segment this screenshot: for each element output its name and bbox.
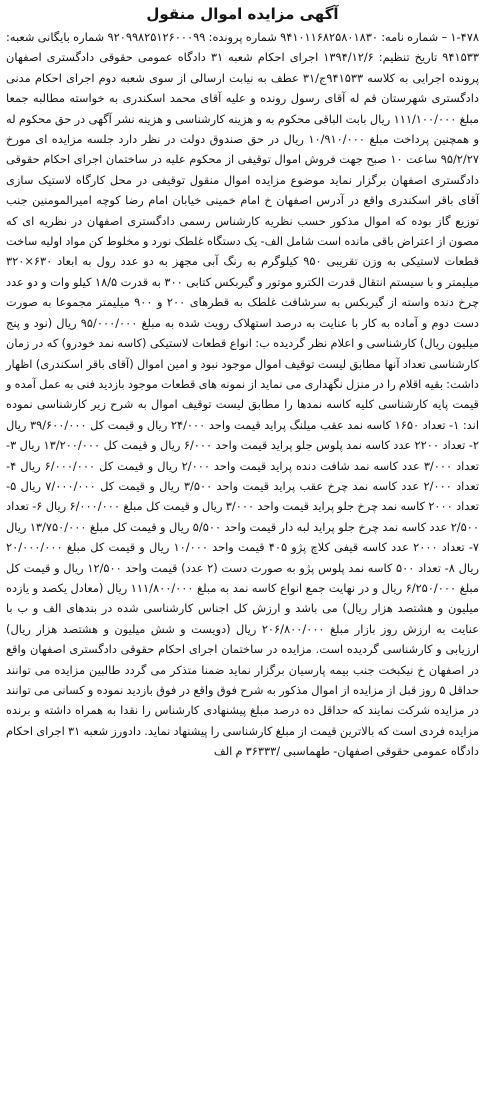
notice-title: آگهی مزایده اموال منقول (146, 5, 339, 23)
notice-body: ۱-۴۷۸ – شماره نامه: ۹۴۱۰۱۱۶۸۲۵۸۰۱۸۳۰ شماره پرونده: ۹۲۰۹۹۸۲۵۱۲۶۰۰۰۹۹ شماره بایگانی شعبه: ۹۴۱۵۳۳ تاریخ تنظیم: ۱۳۹۴/۱۲/۶ اجرای احکام شعبه ۳۱ دادگاه عمومی حقوقی دادگستری اصفهان پرونده اجرایی به کلاسه ۹۴۱۵۳۳ج/۳۱ عطف به نیابت ارسالی از سوی شعبه دوم اجرای احکام مدنی دادگستری شهرستان قم له آقای رسول رونده و علیه آقای محمد اسکندری به خواسته مطالبه جمعا مبلغ ۱۱۱/۱۰۰/۰۰۰ ریال بابت الباقی محکوم به و هزینه کارشناسی و هزینه نشر آگهی در حق محکوم له و همچنین پرداخت مبلغ ۱۰/۹۱۰/۰۰۰ ریال در حق صندوق دولت در نظر دارد جلسه مزایده ای مورخ ۹۵/۲/۲۷ ساعت ۱۰ صبح جهت فروش اموال توقیفی از محکوم علیه در ساختمان اجرای احکام حقوقی دادگستری اصفهان برگزار نماید موضوع مزایده اموال منقول توقیفی در محل کارگاه لاستیک سازی آقای باقر اسکندری واقع در آدرس اصفهان خ امام خمینی خیابان امام رضا کوچه امیرالمومنین جنب توزیع گاز بوده که اموال مذکور حسب نظریه کارشناس رسمی دادگستری اصفهان در نظریه ای که مصون از اعتراض باقی مانده است شامل الف- یک دستگاه غلطک نورد و مخلوط کن مواد اولیه ساخت قطعات لاستیکی به وزن تقریبی ۹۵۰ کیلوگرم به رنگ آبی مجهز به دو عدد رول به ابعاد ۶۳۰×۳۲۰ میلیمتر و با سیستم انتقال قدرت الکترو موتور و گیربکس کتابی ۳۰۰ به قدرت ۱۸/۵ کیلو وات و دو عدد چرخ دنده واسته از گیربکس به سرشافت غلطک به قطرهای ۲۰۰ و ۹۰۰ میلیمتر مجموعا به صورت دست دوم و آماده به کار با عنایت به درصد استهلاک رویت شده به مبلغ ۹۵/۰۰۰/۰۰۰ ریال (نود و پنج میلیون ریال) کارشناسی و اعلام نظر گردیده ب: انواع قطعات لاستیکی (کاسه نمد خودرو) که در زمان کارشناسی تعداد آنها مطابق لیست توقیف اموال موجود نبود و امین اموال (آقای باقر اسکندری) اظهار داشت: بقیه اقلام را در منزل نگهداری می نماید از نمونه های قطعات موجود بازدید فنی به عمل آمده و قیمت پایه کارشناسی کلیه کاسه نمدها را مطابق لیست توقیف اموال به شرح زیر کارشناسی نموده اند: ۱- تعداد ۱۶۵۰ کاسه نمد عقب میلنگ پراید قیمت واحد ۲۴/۰۰۰ ریال و قیمت کل ۳۹/۶۰۰/۰۰۰ ریال ۲- تعداد ۲۲۰۰ عدد کاسه نمد پلوس جلو پراید قیمت واحد ۶/۰۰۰ ریال و قیمت کل ۱۳/۲۰۰/۰۰۰ ریال ۳- تعداد ۳/۰۰۰ عدد کاسه نمد شافت دنده پراید قیمت واحد ۲/۰۰۰ ریال و قیمت کل ۶/۰۰۰/۰۰۰ ریال ۴- تعداد ۲/۰۰۰ عدد کاسه نمد چرخ عقب پراید قیمت واحد ۳/۵۰۰ ریال و قیمت کل ۷/۰۰۰/۰۰۰ ریال ۵- تعداد ۲۰۰۰ کاسه نمد چرخ جلو پراید قیمت واحد ۳/۰۰۰ ریال و قیمت کل مبلغ ۶/۰۰۰/۰۰۰ ریال ۶- تعداد ۲/۵۰۰ عدد کاسه نمد چرخ جلو پراید لبه دار قیمت واحد ۵/۵۰۰ ریال و قیمت کل مبلغ ۱۳/۷۵۰/۰۰۰ ریال ۷- تعداد ۲۰۰۰ عدد کاسه قیفی کلاچ پژو ۴۰۵ قیمت واحد ۱۰/۰۰۰ ریال و قیمت کل مبلغ ۲۰/۰۰۰/۰۰۰ ریال ۸- تعداد ۵۰۰ کاسه نمد پلوس پژو به صورت دست (۲ عدد) قیمت واحد ۱۲/۵۰۰ ریال و قیمت کل مبلغ ۶/۲۵۰/۰۰۰ ریال و در نهایت جمع انواع کاسه نمد به مبلغ ۱۱۱/۸۰۰/۰۰۰ ریال (معادل یکصد و یازده میلیون و هشتصد هزار ریال) می باشد و ارزش کل اجناس کارشناسی شده در بندهای الف و ب با عنایت به ارزش روز بازار مبلغ ۲۰۶/۸۰۰/۰۰۰ ریال (دویست و شش میلیون و هشتصد هزار ریال) ارزیابی و کارشناسی گردیده است. مزایده در ساختمان اجرای احکام حقوقی دادگستری اصفهان واقع در اصفهان خ نیکبخت جنب بیمه پارسیان برگزار نماید ضمنا متذکر می گردد طالبین مزایده می توانند حداقل ۵ روز قبل از مزایده از اموال مذکور به شرح فوق واقع در فوق بازدید نموده و کسانی می توانند در مزایده شرکت نمایند که حداقل ده درصد مبلغ پیشنهادی کارشناس را نقدا به همراه داشته و برنده مزایده فردی است که بالاترین قیمت از مبلغ کارشناسی را پیشنهاد نماید. دادورز شعبه ۳۱ اجرای احکام دادگاه عمومی حقوقی اصفهان- طهماسبی /۳۶۳۳۳ م الف (6, 30, 480, 759)
